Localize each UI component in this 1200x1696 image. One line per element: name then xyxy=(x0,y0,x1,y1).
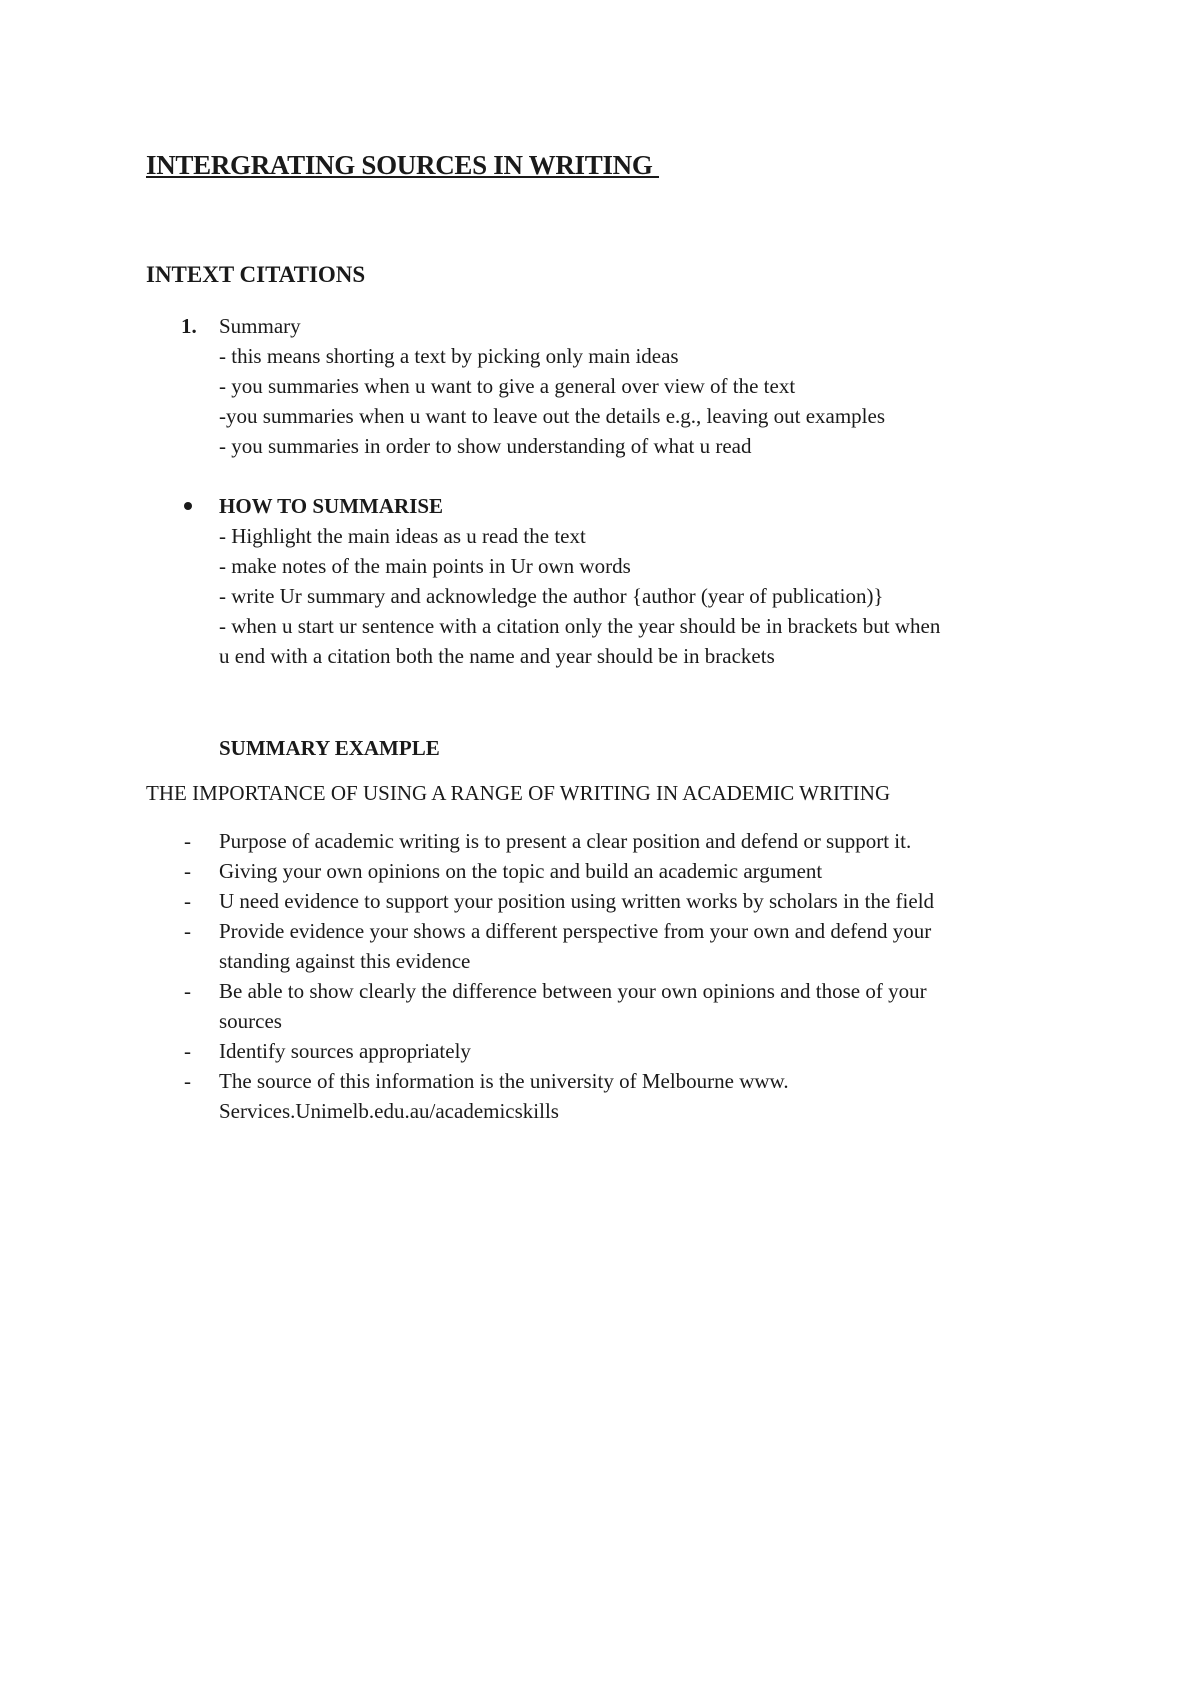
example-item: Be able to show clearly the difference between your own opinions and those of your xyxy=(219,979,927,1003)
dash-marker: - xyxy=(184,829,191,853)
summary-example-heading: SUMMARY EXAMPLE xyxy=(219,736,440,760)
example-item-continuation: standing against this evidence xyxy=(219,949,471,973)
how-to-line: u end with a citation both the name and year should be in brackets xyxy=(219,644,775,668)
example-item: The source of this information is the university of Melbourne www. xyxy=(219,1069,789,1093)
how-to-line: - make notes of the main points in Ur own words xyxy=(219,554,631,578)
summary-line: - you summaries in order to show understanding of what u read xyxy=(219,434,752,458)
list-number: 1. xyxy=(181,314,197,338)
document-title: INTERGRATING SOURCES IN WRITING xyxy=(146,150,660,180)
bullet-icon xyxy=(184,502,192,510)
summary-line: - this means shorting a text by picking only main ideas xyxy=(219,344,679,368)
summary-line: -you summaries when u want to leave out the details e.g., leaving out examples xyxy=(219,404,885,428)
dash-marker: - xyxy=(184,1039,191,1063)
example-item: Provide evidence your shows a different perspective from your own and defend your xyxy=(219,919,932,943)
example-item: Identify sources appropriately xyxy=(219,1039,471,1063)
how-to-line: - write Ur summary and acknowledge the author {author (year of publication)} xyxy=(219,584,884,608)
example-item-continuation: Services.Unimelb.edu.au/academicskills xyxy=(219,1099,559,1123)
how-to-line: - Highlight the main ideas as u read the text xyxy=(219,524,586,548)
dash-marker: - xyxy=(184,889,191,913)
dash-marker: - xyxy=(184,859,191,883)
summary-example-subheading: THE IMPORTANCE OF USING A RANGE OF WRITING IN ACADEMIC WRITING xyxy=(146,781,891,805)
how-to-line: - when u start ur sentence with a citation only the year should be in brackets but when xyxy=(219,614,941,638)
dash-marker: - xyxy=(184,1069,191,1093)
example-item: Purpose of academic writing is to present a clear position and defend or support it. xyxy=(219,829,912,853)
summary-label: Summary xyxy=(219,314,301,338)
dash-marker: - xyxy=(184,919,191,943)
example-item-continuation: sources xyxy=(219,1009,282,1033)
dash-marker: - xyxy=(184,979,191,1003)
summary-line: - you summaries when u want to give a general over view of the text xyxy=(219,374,796,398)
section-heading-intext-citations: INTEXT CITATIONS xyxy=(146,262,366,287)
example-item: U need evidence to support your position using written works by scholars in the field xyxy=(219,889,935,913)
example-item: Giving your own opinions on the topic and build an academic argument xyxy=(219,859,823,883)
how-to-summarise-heading: HOW TO SUMMARISE xyxy=(219,494,444,518)
